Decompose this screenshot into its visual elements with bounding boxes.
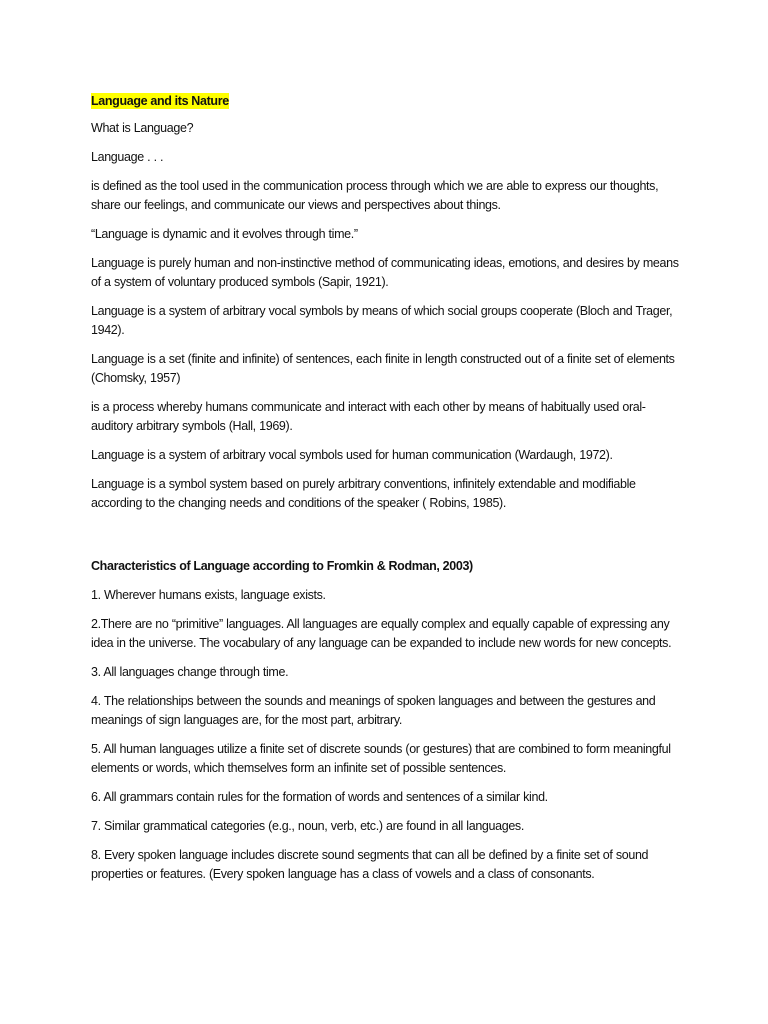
language-lead: Language . . . bbox=[91, 150, 164, 164]
characteristic-item: 7. Similar grammatical categories (e.g., noun, verb, etc.) are found in all languages. bbox=[91, 819, 524, 833]
characteristic-item: 8. Every spoken language includes discrete sound segments that can all be defined by a finite set of sound properties or features. (Every spoken language has a class of vowels and a class of consonants. bbox=[91, 848, 649, 881]
definition-paragraph: is defined as the tool used in the communication process through which we are able to express our thoughts, share our feelings, and communicate our views and perspectives about things. bbox=[91, 179, 659, 212]
characteristic-item: 6. All grammars contain rules for the formation of words and sentences of a similar kind. bbox=[91, 790, 548, 804]
definition-paragraph: Language is a symbol system based on purely arbitrary conventions, infinitely extendable and modifiable according to the changing needs and conditions of the speaker ( Robins, 1985). bbox=[91, 477, 636, 510]
definition-paragraph: is a process whereby humans communicate and interact with each other by means of habitually used oral-auditory arbitrary symbols (Hall, 1969). bbox=[91, 400, 646, 433]
characteristic-item: 4. The relationships between the sounds and meanings of spoken languages and between the gestures and meanings of sign languages are, for the most part, arbitrary. bbox=[91, 694, 656, 727]
characteristic-item: 5. All human languages utilize a finite set of discrete sounds (or gestures) that are combined to form meaningful elements or words, which themselves form an infinite set of possible sentences. bbox=[91, 742, 671, 775]
definition-paragraph: Language is a system of arbitrary vocal symbols used for human communication (Wardaugh, 1972). bbox=[91, 448, 613, 462]
characteristic-item: 3. All languages change through time. bbox=[91, 665, 289, 679]
intro-question: What is Language? bbox=[91, 121, 194, 135]
characteristic-item: 1. Wherever humans exists, language exists. bbox=[91, 588, 326, 602]
definition-paragraph: Language is a system of arbitrary vocal symbols by means of which social groups cooperate (Bloch and Trager, 1942). bbox=[91, 304, 673, 337]
document-title-row bbox=[91, 92, 681, 119]
definition-paragraph: “Language is dynamic and it evolves through time.” bbox=[91, 227, 358, 241]
document-page bbox=[91, 92, 681, 894]
characteristics-heading: Characteristics of Language according to Fromkin & Rodman, 2003) bbox=[91, 559, 473, 573]
document-title: Language and its Nature bbox=[91, 94, 229, 108]
definition-paragraph: Language is purely human and non-instinctive method of communicating ideas, emotions, and desires by means of a system of voluntary produced symbols (Sapir, 1921). bbox=[91, 256, 679, 289]
characteristic-item: 2.There are no “primitive” languages. All languages are equally complex and equally capable of expressing any idea in the universe. The vocabulary of any language can be expanded to include new words for new concepts. bbox=[91, 617, 672, 650]
definition-paragraph: Language is a set (finite and infinite) of sentences, each finite in length constructed out of a finite set of elements (Chomsky, 1957) bbox=[91, 352, 675, 385]
